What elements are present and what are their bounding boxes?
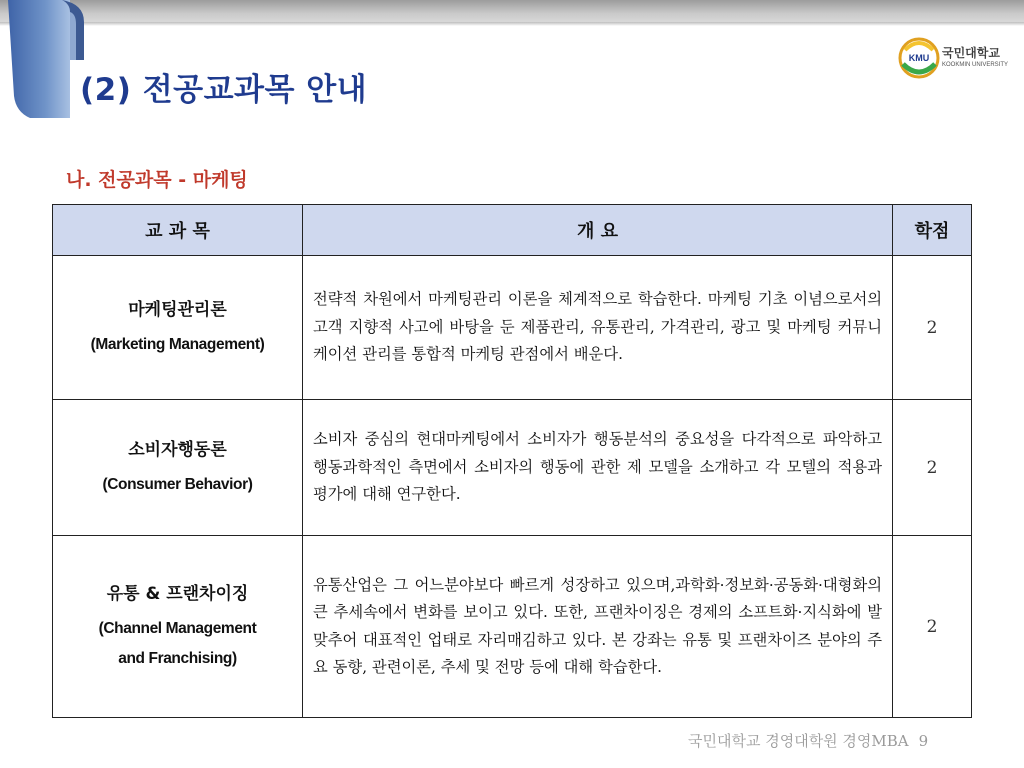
logo-subtitle: KOOKMIN UNIVERSITY — [942, 62, 1009, 68]
top-banner-strip — [0, 0, 1024, 22]
logo-name: 국민대학교 — [942, 46, 1000, 60]
course-name-korean: 유통 & 프랜차이징 — [106, 584, 249, 604]
curriculum-table — [52, 204, 972, 718]
section-heading: 나. 전공과목 - 마케팅 — [66, 169, 248, 191]
header-course: 교 과 목 — [53, 205, 303, 256]
table-row — [53, 256, 972, 400]
course-cell — [53, 536, 303, 718]
header-overview: 개 요 — [303, 205, 893, 256]
course-name-english: (Consumer Behavior) — [102, 476, 253, 493]
page-number: 9 — [918, 732, 929, 750]
course-name-english: (Marketing Management) — [90, 336, 265, 353]
course-name-english: (Channel Management and Franchising) — [98, 620, 257, 667]
course-name-korean: 소비자행동론 — [128, 440, 227, 460]
footer-text: 국민대학교 경영대학원 경영MBA — [688, 732, 909, 750]
top-banner-shadow — [0, 22, 1024, 26]
course-credits: 2 — [893, 536, 972, 718]
table-row — [53, 536, 972, 718]
table-row — [53, 400, 972, 536]
footer — [688, 730, 928, 751]
logo-badge: KMU — [908, 53, 930, 63]
ribbon-decoration — [0, 0, 90, 118]
table-header-row — [53, 205, 972, 256]
course-cell — [53, 256, 303, 400]
course-cell — [53, 400, 303, 536]
course-credits: 2 — [893, 256, 972, 400]
slide-title: (2) 전공교과목 안내 — [80, 72, 368, 108]
course-description: 유통산업은 그 어느분야보다 빠르게 성장하고 있으며,과학화·정보화·공동화·대형화의 큰 추세속에서 변화를 보이고 있다. 또한, 프랜차이징은 경제의 소프트화·지식화에 발 맞추어 대표적인 업태로 자리매김하고 있다. 본 강좌는 유통 및 프랜차이즈 분야의 주요 동향, 관련이론, 추세 및 전망 등에 대해 학습한다. — [303, 536, 893, 718]
course-credits: 2 — [893, 400, 972, 536]
header-credits: 학점 — [893, 205, 972, 256]
course-name-korean: 마케팅관리론 — [128, 300, 227, 320]
course-description: 소비자 중심의 현대마케팅에서 소비자가 행동분석의 중요성을 다각적으로 파악하고 행동과학적인 측면에서 소비자의 행동에 관한 제 모델을 소개하고 각 모텔의 적용과 평가에 대해 연구한다. — [303, 400, 893, 536]
course-description: 전략적 차원에서 마케팅관리 이론을 체계적으로 학습한다. 마케팅 기초 이념으로서의 고객 지향적 사고에 바탕을 둔 제품관리, 유통관리, 가격관리, 광고 및 마케팅 커뮤니케이션 관리를 통합적 마케팅 관점에서 배운다. — [303, 256, 893, 400]
